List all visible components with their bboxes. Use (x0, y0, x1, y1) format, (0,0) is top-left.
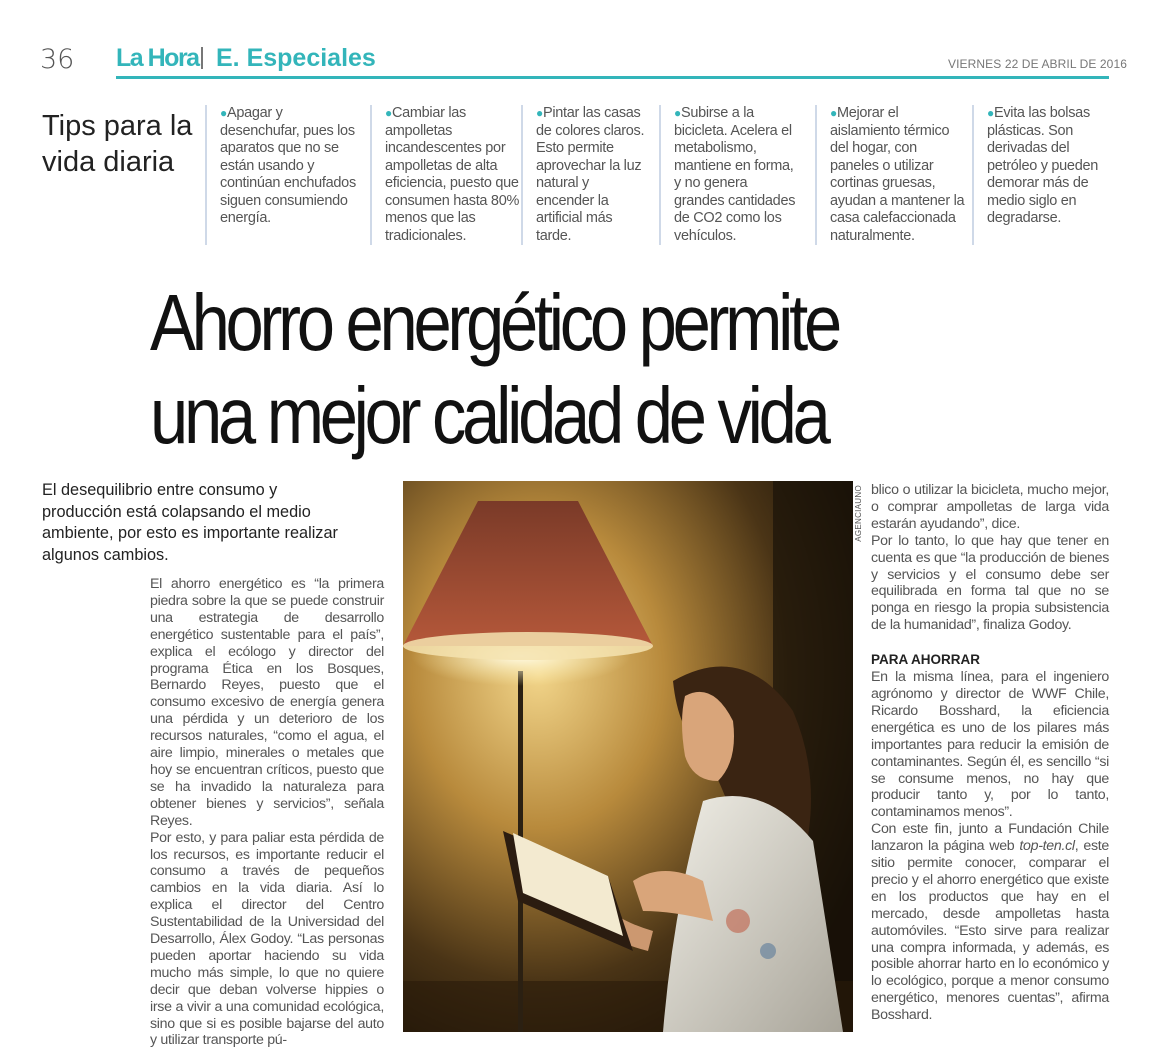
headline-line1: Ahorro energético permite (150, 278, 838, 367)
body-paragraph (871, 821, 1109, 1024)
article-column-right (871, 482, 1109, 1024)
tip-item (220, 105, 365, 228)
tip-divider (815, 105, 817, 245)
tip-divider (972, 105, 974, 245)
headline-line2: una mejor calidad de vida (150, 371, 827, 460)
headline (150, 276, 993, 462)
tips-title-line2: vida diaria (42, 146, 175, 178)
tip-text: Pintar las casas de colores claros. Esto permite aprovechar la luz natural y encender la artificial más tarde. (536, 105, 645, 244)
tip-divider (521, 105, 523, 245)
page-number: 36 (40, 44, 75, 75)
tips-title-line1: Tips para la (42, 110, 193, 142)
tip-item (385, 105, 530, 245)
photo-girl-reading-lamp (403, 481, 853, 1032)
tip-divider (370, 105, 372, 245)
newspaper-logo: La Hora (116, 44, 199, 72)
bullet-icon: ● (220, 106, 227, 120)
header-separator (201, 47, 203, 69)
article-column-left (150, 576, 384, 1049)
bullet-icon: ● (987, 106, 994, 120)
tip-text: Mejorar el aislamiento térmico del hogar, con paneles o utilizar cortinas gruesas, ayudan a mantener la casa calefaccionada naturalmente. (830, 105, 965, 244)
body-paragraph: Por lo tanto, lo que hay que tener en cuenta es que “la producción de bienes y servicios y el consumo debe ser equilibrada en forma tal que no se ponga en riesgo la propia subsistencia de la humanidad”, finaliza Godoy. (871, 532, 1109, 634)
body-paragraph: El ahorro energético es “la primera piedra sobre la que se puede construir una estrategia de desarrollo energético sustentable para el país”, explica el ecólogo y director del programa Ética en los Bosques, Bernardo Reyes, puesto que el consumo excesivo de energía genera una pérdida y un deterioro de los recursos naturales, “como el agua, el aire limpio, minerales o metales que hoy se encuentran críticos, puesto que se ha invadido la naturaleza para obtener bienes y servicios”, señala Reyes. (150, 576, 384, 829)
subheading: PARA AHORRAR (871, 652, 980, 668)
tip-item (830, 105, 967, 245)
tip-item (987, 105, 1102, 228)
website-reference: top-ten.cl (1019, 838, 1075, 855)
photo-credit: AGENCIAUNO (854, 485, 863, 542)
body-paragraph: blico o utilizar la bicicleta, mucho mejor, o comprar ampolletas de larga vida estarán ayudando”, dice. (871, 482, 1109, 532)
bullet-icon: ● (536, 106, 543, 120)
lead-paragraph: El desequilibrio entre consumo y producción está colapsando el medio ambiente, por esto es importante realizar algunos cambios. (42, 481, 338, 564)
tip-text: Cambiar las ampolletas incandescentes por ampolletas de alta eficiencia, puesto que consumen hasta 80% menos que las tradicionales. (385, 105, 520, 244)
article-photo (403, 481, 853, 1032)
tip-text: Subirse a la bicicleta. Acelera el metabolismo, mantiene en forma, y no genera grandes cantidades de CO2 como los vehículos. (674, 105, 796, 244)
body-text: , este sitio permite conocer, comparar el precio y el ahorro energético que existe en los productos que hay en el mercado, desde ampolletas hasta automóviles. “Esto sirve para realizar una compra informada, y además, es posible ahorrar harto en lo económico y lo ecológico, porque a menor consumo energético, menores cuentas”, afirma Bosshard. (871, 838, 1110, 1024)
body-text: Con este fin, junto a Fundación Chile lanzaron la página web (871, 821, 1109, 855)
body-paragraph: En la misma línea, para el ingeniero agrónomo y director de WWF Chile, Ricardo Bosshard, la eficiencia energética es uno de los pilares más importantes para reducir la emisión de contaminantes. Según él, es sencillo “si se consume menos, no hay que producir tanto y, por lo tanto, contaminamos menos”. (871, 669, 1109, 821)
bullet-icon: ● (830, 106, 837, 120)
issue-date: VIERNES 22 DE ABRIL DE 2016 (948, 57, 1128, 71)
tips-title (42, 108, 202, 180)
bullet-icon: ● (674, 106, 681, 120)
tip-item (536, 105, 648, 245)
bullet-icon: ● (385, 106, 392, 120)
tip-divider (205, 105, 207, 245)
tip-divider (659, 105, 661, 245)
section-title: E. Especiales (216, 44, 376, 72)
tip-item (674, 105, 799, 245)
header-rule (116, 76, 1109, 79)
body-paragraph: Por esto, y para paliar esta pérdida de los recursos, es importante reducir el consumo a través de pequeños cambios en la vida diaria. Así lo explica el director del Centro Sustentabilidad de la Universidad del Desarrollo, Álex Godoy. “Las personas pueden aportar haciendo su vida mucho más simple, lo que no quiere decir que deban volverse hippies o irse a vivir a una comunidad ecológica, sino que si es posible bajarse del auto y utilizar transporte pú- (150, 829, 384, 1049)
tip-text: Evita las bolsas plásticas. Son derivadas del petróleo y pueden demorar más de medio siglo en degradarse. (987, 105, 1098, 226)
tip-text: Apagar y desenchufar, pues los aparatos que no se están usando y continúan enchufados siguen consumiendo energía. (220, 105, 356, 226)
